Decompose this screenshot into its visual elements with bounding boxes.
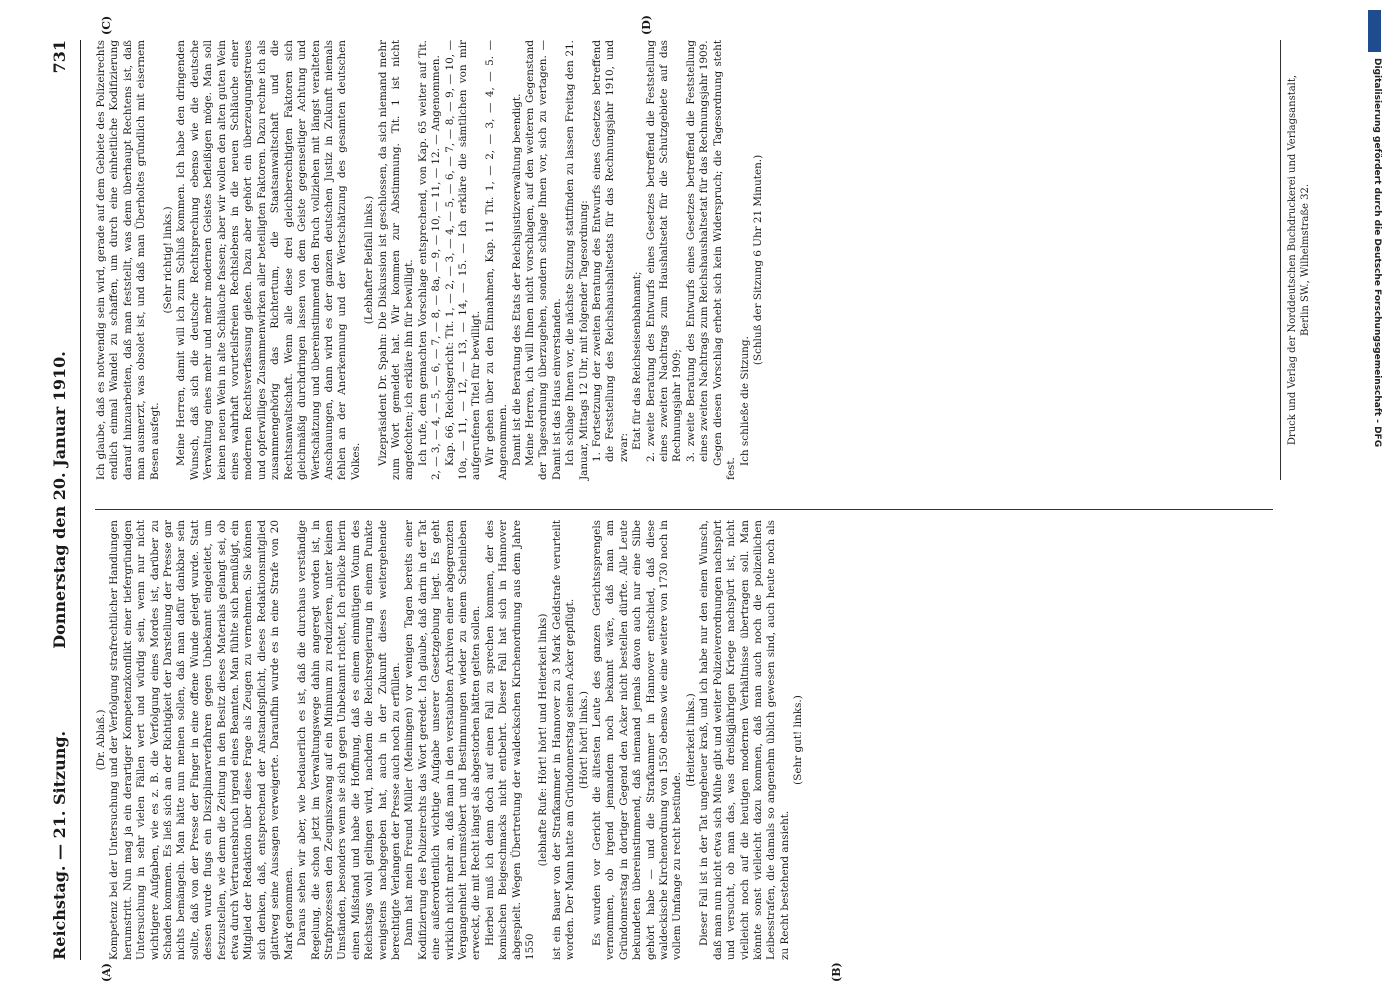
paragraph: Vizepräsident Dr. Spahn: Die Diskussion ist geschlossen, da sich niemand mehr zum Wort gemeldet hat. Wir kommen zur Abstimmung. Tit. 1 ist nicht angefochten; ich erkläre ihn für bewilligt. [376, 40, 416, 480]
interjection: (Sehr gut! links.) [792, 695, 805, 785]
paragraph: Ich schließe die Sitzung. [738, 336, 751, 466]
left-column [95, 520, 1273, 960]
paragraph: Wir gehen über zu den Einnahmen, Kap. 11 Tit. 1, — 2, — 3, — 4, — 5. — Angenommen. [483, 40, 510, 480]
agenda-subitem: Etat für das Reichseisenbahnamt; [631, 271, 644, 450]
agenda-item: 1. Fortsetzung der zweiten Beratung des Entwurfs eines Gesetzes betreffend die Feststellung des Reichshaushaltsetats für das Rechnungsjahr 1910, und zwar: [591, 40, 630, 462]
paragraph: Ich glaube, daß es notwendig sein wird, gerade auf dem Gebiete des Polizeirechts endlich einmal Wandel zu schaffen, um durch eine einheitliche Kodifizierung darauf hinzuarbeiten, daß man feststellt, was denn überhaupt Rechtens ist, daß man ausmerzt, was obsolet ist, und daß man Überholtes gründlich mit eisernem Besen ausfegt. [95, 40, 161, 480]
speaker-label: (Dr. Ablaß.) [95, 709, 107, 771]
paragraph: Kap. 66, Reichsgericht: Tit. 1, — 2, — 3, — 4, — 5, — 6, — 7, — 8, — 9, — 10, — 10a, — 11, — 12, — 13, — 14, — 15. — Ich erkläre die sämtlichen von mir aufgerufenen Titel für bewilligt. [443, 40, 483, 480]
paragraph: Dann hat mein Freund Müller (Meiningen) vor wenigen Tagen bereits einer Kodifizierung des Polizeirechts das Wort geredet. Ich glaube, daß darin in der Tat eine außerordentlich wichtige Aufgabe unserer Gesetzgebung liegt. Es geht wirklich nicht mehr an, daß man in den verstaubten Archiven einer abgegrenzten Vergangenheit herumstöbert und Bestimmungen wieder zu einem Scheinleben erweckt, die mit Recht längst als abgestorben hätten gelten sollen. [403, 520, 483, 960]
dfg-logo [1368, 10, 1381, 52]
printer-line: Berlin SW., Wilhelmstraße 32. [1300, 183, 1311, 337]
paragraph: Meine Herren, ich will Ihnen nicht vorschlagen, auf den weiteren Gegenstand der Tagesordnung überzugehen, sondern schlage Ihnen vor, sich zu vertagen. — Damit ist das Haus einverstanden. [524, 40, 563, 480]
margin-marker-d: (D) [640, 15, 653, 35]
margin-marker-c: (C) [100, 15, 113, 35]
header-left: Reichstag. — 21. Sitzung. [50, 730, 69, 960]
column-divider [95, 509, 1273, 510]
interjection: (Sehr richtig! links.) [162, 206, 175, 314]
agenda-item: 3. zweite Beratung des Entwurfs eines Gesetzes betreffend die Feststellung eines zweiten Nachtrags zum Reichshaushaltsetat für das Rechnungsjahr 1909. [684, 40, 711, 462]
paragraph: Meine Herren, damit will ich zum Schluß kommen. Ich habe den dringenden Wunsch, daß sich die deutsche Rechtsprechung ebenso wie die deutsche Verwaltung eines mehr und mehr modernen Geistes befleißigen möge. Man soll keinen neuen Wein in alte Schläuche fassen; aber wir wollen den alten guten Wein eines wahrhaft vorurteilsfreien Rechtslebens in die neuen Schläuche einer modernen Rechtsverfassung gießen. Dazu aber gehört ein überzeugungstreues und opferwilliges Zusammenwirken aller beteiligten Faktoren. Dazu rechne ich als zusammengehörig das Richtertum, die Staatsanwaltschaft und die Rechtsanwaltschaft. Wenn alle diese drei gleichberechtigten Faktoren sich gleichmäßig durchdringen lassen von dem Geiste gegenseitiger Achtung und Wertschätzung und übereinstimmend den Bruch vollziehen mit längst veralteten Anschauungen, dann wird es der ganzen deutschen Justiz in Zukunft niemals fehlen an der Anerkennung und der Wertschätzung des gesamten deutschen Volkes. [175, 40, 362, 480]
interjection: (lebhafte Rufe: Hört! hört! und Heiterkeit links) [537, 613, 550, 867]
session-closing: (Schluß der Sitzung 6 Uhr 21 Minuten.) [751, 154, 764, 366]
paragraph: Es wurden vor Gericht die ältesten Leute des ganzen Gerichtssprengels vernommen, ob irgend jemandem noch bekannt wäre, daß man am Gründonnerstag in dortiger Gegend den Acker nicht bestellen dürfte. Alle Leute bekundeten übereinstimmend, daß niemand jemals davon auch nur eine Silbe gehört habe — und die Strafkammer in Hannover entschied, daß diese waldeckische Kirchenordnung von 1550 ebenso wie eine weitere von 1730 noch in vollem Umfange zu recht bestünde. [591, 520, 684, 960]
margin-marker-a: (A) [100, 963, 113, 982]
printer-line: Druck und Verlag der Norddeutschen Buchdruckerei und Verlagsanstalt, [1287, 74, 1298, 446]
page-header [40, 40, 81, 960]
paragraph: Daraus sehen wir aber, wie bedauerlich es ist, daß die durchaus verständige Regelung, die schon jetzt im Verwaltungswege dahin angeregt worden ist, in Strafprozessen den Zeugniszwang auf ein Minimum zu reduzieren, unter keinen Umständen, besonders wenn sie sich gegen Unbekannt richtet, Ich erblicke hierin einen Mißstand und habe die Hoffnung, daß es einem einmütigen Votum des Reichstags wohl gelingen wird, nachdem die Reichsregierung in einem Punkte wenigstens nachgegeben hat, auch in der Zukunft dieses weitergehende berechtigte Verlangen der Presse auch noch zu erfüllen. [296, 520, 402, 960]
paragraph: Hierbei muß ich denn doch auf einen Fall zu sprechen kommen, der des komischen Beigeschmacks nicht entbehrt. Dieser Fall hat sich in Hannover abgespielt. Wegen Übertretung der waldeckschen Kirchenordnung aus dem Jahre 1550 [483, 520, 536, 960]
paragraph: ist ein Bauer von der Strafkammer in Hannover zu 3 Mark Geldstrafe verurteilt worden. Der Mann hatte am Gründonnerstag seinen Acker gepflügt. [550, 520, 577, 960]
paragraph: Kompetenz bei der Untersuchung und der Verfolgung strafrechtlicher Handlungen herumstritt. Nun mag ja ein derartiger Kompetenzkonflikt einer tiefergründigen Untersuchung in sehr vielen Fällen wert und würdig sein, wenn nur nicht wichtigere Aufgaben, wie es z. B. die Verfolgung eines Mordes ist, darüber zu Schaden kommen. Es ließ sich an der Richtigkeit der Darstellung der Presse gar nichts bemängeln. Man hätte nun meinen sollen, daß man dafür dankbar sein sollte, daß von der Presse der Finger in eine offene Wunde gelegt wurde. Statt dessen wurde flugs ein Disziplinarverfahren gegen Unbekannt eingeleitet, um festzustellen, wie denn die Zeitung in den Besitz dieses Materials gelangt sei, ob etwa durch Vertrauensbruch irgend eines Beamten. Man fühlte sich bemüßigt, ein Mitglied der Redaktion über diese Frage als Zeugen zu vernehmen. Sie können sich denken, daß, entsprechend der Anstandspflicht, dieses Redaktionsmitglied glattweg seine Aussagen verweigerte. Daraufhin wurde es in eine Strafe von 20 Mark genommen. [108, 520, 295, 960]
interjection: (Lebhafter Beifall links.) [363, 195, 376, 325]
paragraph: Gegen diesen Vorschlag erhebt sich kein Widerspruch; die Tagesordnung steht fest. [711, 40, 738, 480]
printer-imprint [1286, 40, 1312, 480]
page-number: 731 [50, 40, 69, 74]
agenda-item: 2. zweite Beratung des Entwurfs eines Gesetzes betreffend die Feststellung eines zweiten Nachtrags zum Haushaltsetat für die Schutzgebiete auf das Rechnungsjahr 1909; [644, 40, 684, 462]
paragraph: Dieser Fall ist in der Tat ungeheuer kraß, und ich habe nur den einen Wunsch, daß man nun nicht etwa sich Mühe gibt und weiter Polizeiverordnungen nachspürt und versucht, ob man das, was dreißigjährigen Kriege nachspürt ist, nicht vielleicht noch auf die heutigen modernen Verhältnisse übertragen soll. Man könnte sonst vielleicht dazu kommen, daß man auch noch die polizeilichen Leibesstrafen, die damals so angenehm üblich gewesen sind, auch heute noch als zu Recht bestehend ansieht. [698, 520, 791, 960]
digitization-notice [1368, 10, 1382, 990]
right-column [95, 40, 1273, 480]
margin-marker-b: (B) [830, 962, 843, 982]
interjection: (Heiterkeit links.) [684, 693, 697, 787]
paragraph: Ich rufe, dem gemachten Vorschlage entsprechend, von Kap. 65 weiter auf Tit. 2, — 3, — 4, — 5, — 6, — 7, — 8, — 8a, — 9, — 10, — 11, — 12. — Angenommen. [416, 40, 443, 480]
printer-rule [1280, 40, 1281, 480]
paragraph: Ich schlage Ihnen vor, die nächste Sitzung stattfinden zu lassen Freitag den 21. Januar, Mittags 12 Uhr, mit folgender Tagesordnung: [564, 40, 590, 480]
interjection: (Hört! hört! links.) [577, 691, 590, 789]
paragraph: Damit ist die Beratung des Etats der Reichsjustizverwaltung beendigt. [510, 93, 523, 466]
header-date: Donnerstag den 20. Januar 1910. [50, 351, 69, 649]
digitization-credit: Digitalisierung gefördert durch die Deutsche Forschungsgemeinschaft - DFG [1372, 58, 1382, 448]
